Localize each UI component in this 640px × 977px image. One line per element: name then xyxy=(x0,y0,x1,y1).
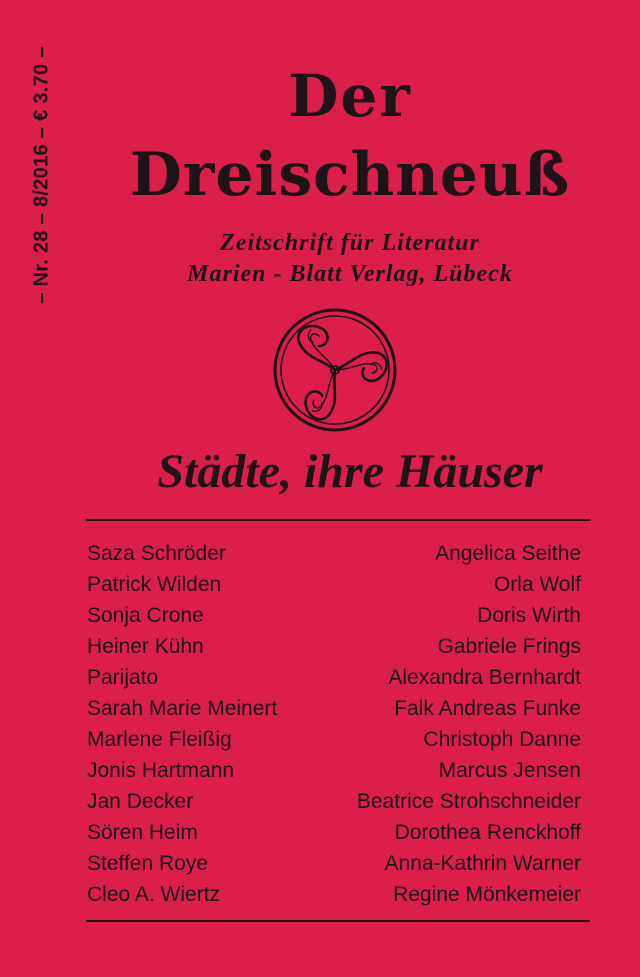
list-item: Jonis Hartmann xyxy=(87,759,235,782)
list-item: Beatrice Strohschneider xyxy=(356,790,581,813)
spine-issue-info xyxy=(30,46,53,304)
list-item: Parijato xyxy=(87,666,159,689)
divider-top xyxy=(86,519,590,521)
list-item: Steffen Roye xyxy=(87,852,209,875)
list-item: Marcus Jensen xyxy=(438,759,581,782)
list-item: Alexandra Bernhardt xyxy=(388,666,581,689)
list-item: Cleo A. Wiertz xyxy=(87,883,221,906)
list-item: Gabriele Frings xyxy=(437,635,581,658)
list-item: Christoph Danne xyxy=(423,728,581,751)
list-item: Saza Schröder xyxy=(87,542,226,565)
list-item: Anna-Kathrin Warner xyxy=(384,852,581,875)
list-item: Regine Mönkemeier xyxy=(393,883,581,906)
authors-list-left xyxy=(87,538,277,910)
list-item: Jan Decker xyxy=(87,790,194,813)
triskele-emblem-icon xyxy=(271,306,399,434)
list-item: Doris Wirth xyxy=(477,604,581,627)
list-item: Patrick Wilden xyxy=(87,573,222,596)
divider-bottom xyxy=(86,920,590,922)
list-item: Sarah Marie Meinert xyxy=(87,697,278,720)
authors-list-right xyxy=(357,538,581,910)
issue-theme-title: Städte, ihre Häuser xyxy=(157,445,543,498)
publisher-line: Marien - Blatt Verlag, Lübeck xyxy=(187,261,513,287)
list-item: Sören Heim xyxy=(87,821,198,844)
magazine-title-line-1: Der xyxy=(288,62,412,130)
list-item: Orla Wolf xyxy=(493,573,581,596)
list-item: Falk Andreas Funke xyxy=(394,697,581,720)
list-item: Sonja Crone xyxy=(87,604,204,627)
list-item: Dorothea Renckhoff xyxy=(394,821,581,844)
list-item: Angelica Seithe xyxy=(435,542,581,565)
list-item: Marlene Fleißig xyxy=(87,728,232,751)
list-item: Heiner Kühn xyxy=(87,635,204,658)
magazine-subtitle: Zeitschrift für Literatur xyxy=(220,230,480,256)
issue-info-text: – Nr. 28 – 8/2016 – € 3.70 – xyxy=(30,46,53,304)
magazine-title-line-2: Dreischneuß xyxy=(129,140,571,210)
